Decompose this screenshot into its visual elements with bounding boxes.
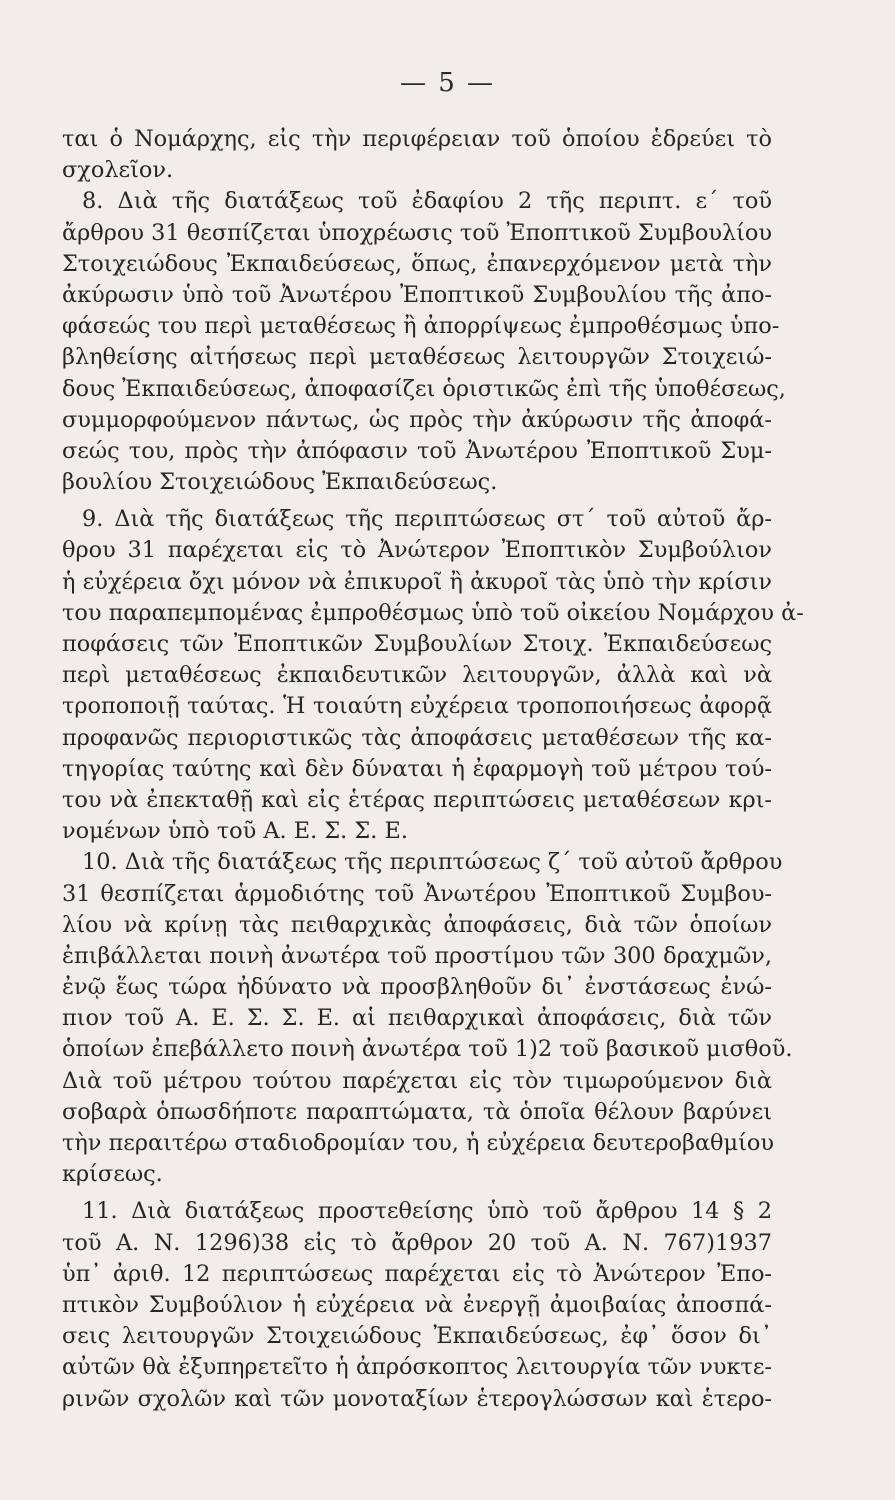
page-number: — 5 — — [399, 68, 496, 98]
text-line: του παραπεμπομένας ἐμπροθέσμως ὑπὸ τοῦ οἰκείου Νομάρχου ἀ- — [62, 599, 804, 626]
text-line: προφανῶς περιοριστικῶς τὰς ἀποφάσεις μεταθέσεων τῆς κα- — [62, 724, 772, 751]
text-line: ρινῶν σχολῶν καὶ τῶν μονοταξίων ἑτερογλώσσων καὶ ἑτερο- — [62, 1385, 772, 1412]
text-line: βληθείσης αἰτήσεως περὶ μεταθέσεως λειτουργῶν Στοιχειώ- — [62, 344, 772, 371]
text-line: τὴν περαιτέρω σταδιοδρομίαν του, ἡ εὐχέρεια δευτεροβαθμίου — [62, 1130, 774, 1156]
text-line: ἀκύρωσιν ὑπὸ τοῦ Ἀνωτέρου Ἐποπτικοῦ Συμβουλίου τῆς ἀπο- — [62, 281, 772, 308]
text-line: του νὰ ἐπεκταθῇ καὶ εἰς ἑτέρας περιπτώσεις μεταθέσεων κρι- — [62, 786, 772, 813]
text-line: συμμορφούμενον πάντως, ὡς πρὸς τὴν ἀκύρωσιν τῆς ἀποφά- — [62, 406, 772, 433]
text-line: ἡ εὐχέρεια ὄχι μόνον νὰ ἐπικυροῖ ἢ ἀκυροῖ τὰς ὑπὸ τὴν κρίσιν — [62, 568, 772, 595]
text-line: ὁποίων ἐπεβάλλετο ποινὴ ἀνωτέρα τοῦ 1)2 τοῦ βασικοῦ μισθοῦ. — [62, 1036, 793, 1063]
text-line: 8. Διὰ τῆς διατάξεως τοῦ ἐδαφίου 2 τῆς περιπτ. ε΄ τοῦ — [82, 188, 772, 215]
text-line: περὶ μεταθέσεως ἐκπαιδευτικῶν λειτουργῶν, ἀλλὰ καὶ νὰ — [62, 662, 772, 689]
text-line: πτικὸν Συμβούλιον ἡ εὐχέρεια νὰ ἐνεργῇ ἀμοιβαίας ἀποσπά- — [62, 1291, 772, 1318]
text-line: νομένων ὑπὸ τοῦ Α. Ε. Σ. Σ. Ε. — [62, 818, 408, 845]
text-line: θρου 31 παρέχεται εἰς τὸ Ἀνώτερον Ἐποπτικὸν Συμβούλιον — [62, 537, 772, 564]
text-line: τηγορίας ταύτης καὶ δὲν δύναται ἡ ἐφαρμογὴ τοῦ μέτρου τού- — [62, 755, 772, 782]
paragraph-continuation — [62, 124, 772, 186]
text-line: ἐπιβάλλεται ποινὴ ἀνωτέρα τοῦ προστίμου τῶν 300 δραχμῶν, — [62, 942, 772, 969]
text-line: σοβαρὰ ὁπωσδήποτε παραπτώματα, τὰ ὁποῖα θέλουν βαρύνει — [62, 1098, 772, 1125]
paragraph-9 — [62, 504, 804, 847]
text-line: λίου νὰ κρίνῃ τὰς πειθαρχικὰς ἀποφάσεις, διὰ τῶν ὁποίων — [62, 911, 772, 938]
paragraph-10 — [62, 847, 793, 1190]
text-line: 31 θεσπίζεται ἁρμοδιότης τοῦ Ἀνωτέρου Ἐποπτικοῦ Συμβου- — [62, 880, 772, 907]
text-line: σεις λειτουργῶν Στοιχειώδους Ἐκπαιδεύσεως, ἐφ᾽ ὅσον δι᾽ — [62, 1323, 772, 1350]
text-line: τροποποιῇ ταύτας. Ἡ τοιαύτη εὐχέρεια τροποποιήσεως ἀφορᾷ — [62, 693, 772, 720]
text-line: φάσεώς του περὶ μεταθέσεως ἢ ἀπορρίψεως ἐμπροθέσμως ὑπο- — [62, 313, 780, 340]
text-line: βουλίου Στοιχειώδους Ἐκπαιδεύσεως. — [62, 469, 498, 496]
text-line: Στοιχειώδους Ἐκπαιδεύσεως, ὅπως, ἐπανερχόμενον μετὰ τὴν — [62, 250, 772, 277]
text-line: σχολεῖον. — [62, 157, 174, 184]
text-line: ἄρθρου 31 θεσπίζεται ὑποχρέωσις τοῦ Ἐποπτικοῦ Συμβουλίου — [62, 219, 772, 246]
paragraph-11 — [62, 1196, 772, 1414]
text-line: κρίσεως. — [62, 1161, 163, 1188]
text-line: 10. Διὰ τῆς διατάξεως τῆς περιπτώσεως ζ΄ τοῦ αὐτοῦ ἄρθρου — [82, 849, 783, 876]
text-line: πιον τοῦ Α. Ε. Σ. Σ. Ε. αἱ πειθαρχικαὶ ἀποφάσεις, διὰ τῶν — [62, 1005, 772, 1032]
text-line: αὐτῶν θὰ ἐξυπηρετεῖτο ἡ ἀπρόσκοπτος λειτουργία τῶν νυκτε- — [62, 1354, 772, 1381]
text-line: 11. Διὰ διατάξεως προστεθείσης ὑπὸ τοῦ ἄρθρου 14 § 2 — [82, 1198, 772, 1225]
text-line: ται ὁ Νομάρχης, εἰς τὴν περιφέρειαν τοῦ ὁποίου ἑδρεύει τὸ — [62, 126, 772, 152]
text-line: ἐνῷ ἕως τώρα ἠδύνατο νὰ προσβληθοῦν δι᾽ ἐνστάσεως ἐνώ- — [62, 974, 772, 1001]
text-line: ποφάσεις τῶν Ἐποπτικῶν Συμβουλίων Στοιχ. Ἐκπαιδεύσεως — [62, 631, 772, 657]
text-line: δους Ἐκπαιδεύσεως, ἀποφασίζει ὁριστικῶς ἐπὶ τῆς ὑποθέσεως, — [62, 375, 786, 402]
text-line: ὑπ᾽ ἀριθ. 12 περιπτώσεως παρέχεται εἰς τὸ Ἀνώτερον Ἐπο- — [62, 1260, 772, 1287]
body-text — [62, 124, 804, 1415]
text-line: Διὰ τοῦ μέτρου τούτου παρέχεται εἰς τὸν τιμωρούμενον διὰ — [62, 1067, 772, 1094]
text-line: τοῦ Α. Ν. 1296)38 εἰς τὸ ἄρθρον 20 τοῦ Α. Ν. 767)1937 — [62, 1229, 772, 1256]
text-line: 9. Διὰ τῆς διατάξεως τῆς περιπτώσεως στ΄ τοῦ αὐτοῦ ἄρ- — [82, 506, 772, 533]
paragraph-8 — [62, 186, 786, 498]
text-line: σεώς του, πρὸς τὴν ἀπόφασιν τοῦ Ἀνωτέρου Ἐποπτικοῦ Συμ- — [62, 437, 772, 464]
